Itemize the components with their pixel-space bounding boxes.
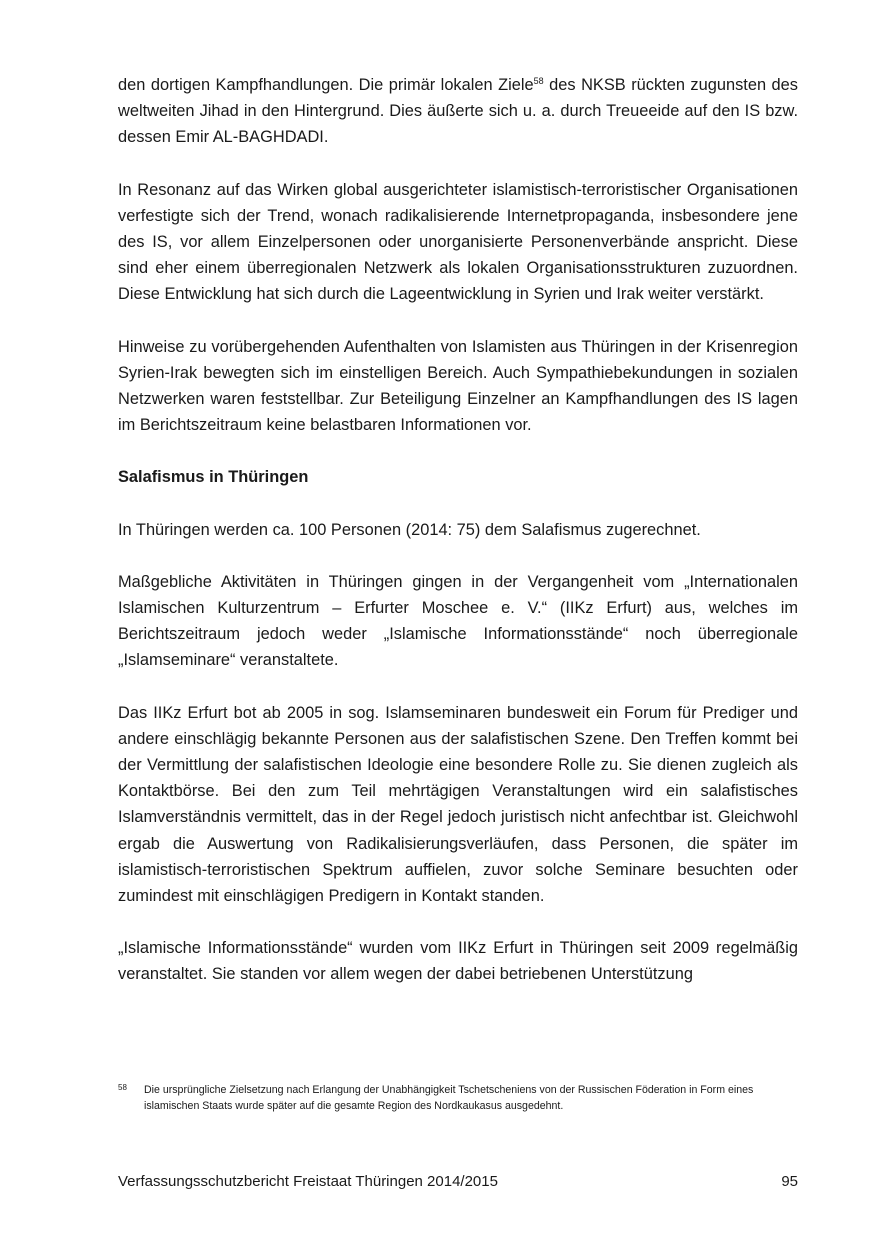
page-footer	[118, 1171, 798, 1193]
footnote-reference[interactable]: 58	[533, 76, 544, 86]
paragraph-7: „Islamische Informationsstände“ wurden vom IIKz Erfurt in Thüringen seit 2009 regelmäßig veranstaltet. Sie standen vor allem wegen der dabei betriebenen Unterstützung	[118, 939, 798, 984]
paragraph-2: In Resonanz auf das Wirken global ausgerichteter islamistisch-terroristischer Organisationen verfestigte sich der Trend, wonach radikalisierende Internetpropaganda, insbesondere jene des IS, vor allem Einzelpersonen oder unorganisierte Personenverbände anspricht. Diese sind eher einem überregionalen Netzwerk als lokalen Organisationsstrukturen zuzuordnen. Diese Entwicklung hat sich durch die Lageentwicklung in Syrien und Irak weiter verstärkt.	[118, 180, 798, 304]
paragraph-6: Das IIKz Erfurt bot ab 2005 in sog. Islamseminaren bundesweit ein Forum für Prediger und andere einschlägig bekannte Personen aus der salafistischen Szene. Den Treffen kommt bei der Vermittlung der salafistischen Ideologie eine besondere Rolle zu. Sie dienen zugleich als Kontaktbörse. Bei den zum Teil mehrtägigen Veranstaltungen wird ein salafistisches Islamverständnis vermittelt, das in der Regel jedoch juristisch nicht anfechtbar ist. Gleichwohl ergab die Auswertung von Radikalisierungsverläufen, dass Personen, die später im islamistisch-terroristischen Spektrum auffielen, zuvor solche Seminare besuchten oder zumindest mit einschlägigen Predigern in Kontakt standen.	[118, 703, 798, 906]
footer-title: Verfassungsschutzbericht Freistaat Thüringen 2014/2015	[118, 1173, 498, 1190]
footnote-text: Die ursprüngliche Zielsetzung nach Erlangung der Unabhängigkeit Tschetscheniens von der Russischen Föderation in Form eines islamischen Staats wurde später auf die gesamte Region des Nordkaukasus ausgedehnt.	[144, 1084, 754, 1112]
main-content	[118, 72, 798, 1014]
footnote-number: 58	[118, 1083, 127, 1092]
paragraph-1	[118, 72, 798, 151]
paragraph-1-text-start: den dortigen Kampfhandlungen. Die primär lokalen Ziele	[118, 76, 534, 94]
section-heading: Salafismus in Thüringen	[118, 468, 309, 487]
page-number: 95	[781, 1173, 798, 1190]
footnote	[118, 1082, 798, 1114]
paragraph-1-text-end: des NKSB rückten zugunsten des weltweiten Jihad in den Hintergrund. Dies äußerte sich u. a. durch Treueeide auf den IS bzw. dessen Emir AL-BAGHDADI.	[118, 76, 798, 147]
paragraph-5: Maßgebliche Aktivitäten in Thüringen gingen in der Vergangenheit vom „Internationalen Islamischen Kulturzentrum – Erfurter Moschee e. V.“ (IIKz Erfurt) aus, welches im Berichtszeitraum jedoch weder „Islamische Informationsstände“ noch überregionale „Islamseminare“ veranstaltete.	[118, 572, 798, 670]
paragraph-3: Hinweise zu vorübergehenden Aufenthalten von Islamisten aus Thüringen in der Krisenregion Syrien-Irak bewegten sich im einstelligen Bereich. Auch Sympathiebekundungen in sozialen Netzwerken waren feststellbar. Zur Beteiligung Einzelner an Kampfhandlungen des IS lagen im Berichtszeitraum keine belastbaren Informationen vor.	[118, 337, 798, 435]
paragraph-4: In Thüringen werden ca. 100 Personen (2014: 75) dem Salafismus zugerechnet.	[118, 520, 701, 539]
